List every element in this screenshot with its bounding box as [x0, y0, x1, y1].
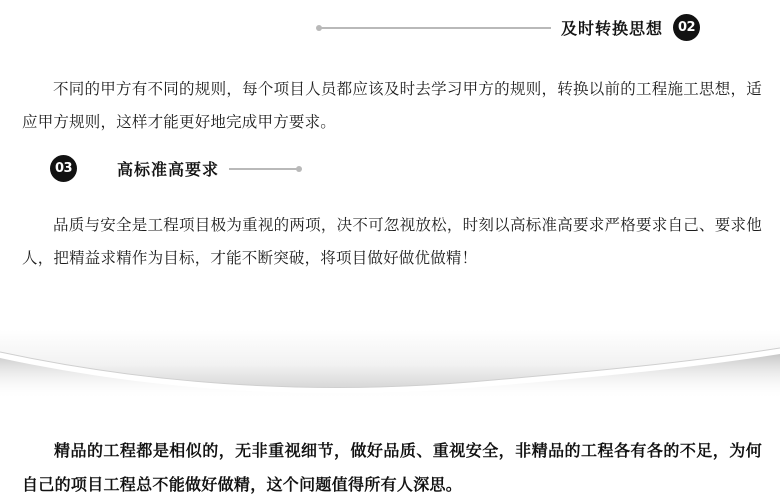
heading-rule-icon	[229, 168, 299, 170]
section-number-badge: 03	[50, 155, 77, 182]
section-title: 及时转换思想	[560, 19, 663, 38]
heading-rule-icon	[319, 27, 551, 29]
section-number-badge: 02	[673, 14, 700, 41]
section-heading-02	[0, 14, 780, 41]
section-body-02: 不同的甲方有不同的规则，每个项目人员都应该及时去学习甲方的规则，转换以前的工程施工思想，适应甲方规则，这样才能更好地完成甲方要求。	[22, 79, 762, 131]
section-title: 高标准高要求	[117, 160, 220, 179]
section-heading-03	[50, 155, 299, 182]
closing-paragraph: 精品的工程都是相似的，无非重视细节，做好品质、重视安全，非精品的工程各有各的不足，为何自己的项目工程总不能做好做精，这个问题值得所有人深思。	[22, 441, 762, 494]
section-body-03: 品质与安全是工程项目极为重视的两项，决不可忽视放松，时刻以高标准高要求严格要求自己、要求他人，把精益求精作为目标，才能不断突破，将项目做好做优做精！	[22, 215, 762, 267]
paper-curl-edge	[0, 330, 780, 400]
